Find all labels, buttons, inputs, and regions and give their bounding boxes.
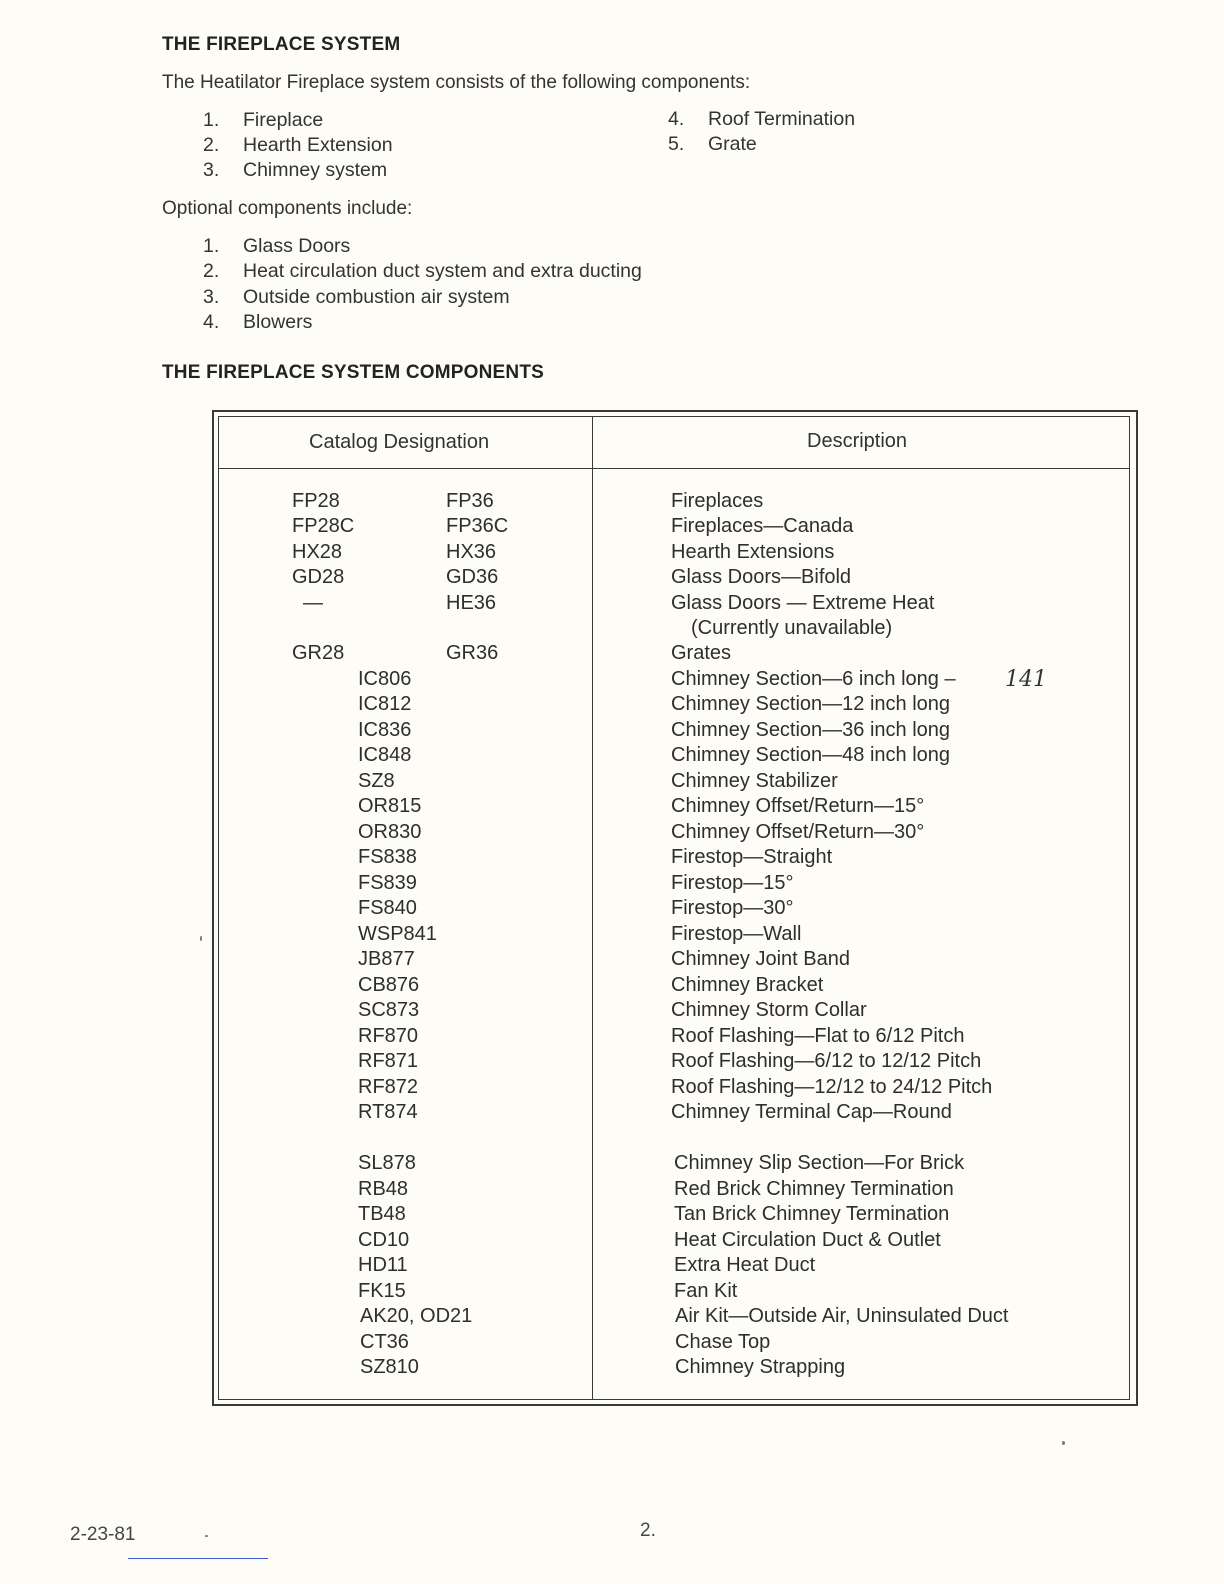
description-cell: Fireplaces (671, 490, 764, 512)
optional-intro: Optional components include: (162, 198, 413, 219)
table-header-divider (218, 468, 1130, 469)
description-cell: Chimney Offset/Return—15° (671, 795, 925, 817)
table-row (0, 515, 1224, 540)
table-row (0, 744, 1224, 769)
catalog-code: AK20, OD21 (360, 1305, 473, 1327)
catalog-code: HE36 (446, 592, 497, 614)
catalog-code: RT874 (358, 1101, 418, 1123)
description-cell: Chase Top (675, 1331, 771, 1353)
table-row (0, 617, 1224, 642)
catalog-code: FS840 (358, 897, 417, 919)
scan-speck (200, 936, 202, 941)
description-cell: Chimney Section—48 inch long (671, 744, 951, 766)
list-item (203, 311, 312, 334)
catalog-code: SL878 (358, 1152, 416, 1174)
footer-rule (128, 1558, 268, 1559)
table-row (0, 846, 1224, 871)
table-row (0, 1025, 1224, 1050)
table-row (0, 821, 1224, 846)
description-cell: Firestop—30° (671, 897, 794, 919)
table-row (0, 693, 1224, 718)
catalog-code: FK15 (358, 1280, 406, 1302)
header-catalog-designation: Catalog Designation (309, 431, 490, 453)
table-row (0, 1356, 1224, 1381)
table-row (0, 999, 1224, 1024)
catalog-code: FS839 (358, 872, 417, 894)
scan-speck (205, 1535, 208, 1537)
list-label: Hearth Extension (243, 134, 393, 156)
catalog-code: JB877 (358, 948, 415, 970)
catalog-code: RF870 (358, 1025, 419, 1047)
table-row (0, 948, 1224, 973)
catalog-code: OR830 (358, 821, 422, 843)
footer-date: 2-23-81 (70, 1524, 136, 1545)
description-cell: Hearth Extensions (671, 541, 835, 563)
list-item (203, 286, 510, 309)
description-cell: Fan Kit (674, 1280, 738, 1302)
catalog-code: FS838 (358, 846, 417, 868)
catalog-code: SZ810 (360, 1356, 419, 1378)
description-cell: Chimney Slip Section—For Brick (674, 1152, 965, 1174)
catalog-code: FP28 (292, 490, 340, 512)
list-number: 4. (668, 108, 685, 130)
list-item (203, 260, 642, 283)
table-row (0, 566, 1224, 591)
list-number: 3. (203, 286, 220, 308)
catalog-code: GR36 (446, 642, 499, 664)
table-row (0, 872, 1224, 897)
table-row (0, 770, 1224, 795)
description-cell: Firestop—Wall (671, 923, 802, 945)
catalog-code: FP36 (446, 490, 494, 512)
list-label: Roof Termination (708, 108, 856, 130)
table-row (0, 974, 1224, 999)
catalog-code: — (303, 592, 323, 614)
description-cell: Red Brick Chimney Termination (674, 1178, 954, 1200)
table-row (0, 897, 1224, 922)
description-cell: Heat Circulation Duct & Outlet (674, 1229, 941, 1251)
catalog-code: CD10 (358, 1229, 410, 1251)
list-label: Glass Doors (243, 235, 351, 257)
table-row (0, 1280, 1224, 1305)
description-cell: Chimney Joint Band (671, 948, 850, 970)
list-number: 2. (203, 260, 220, 282)
list-item (668, 108, 855, 131)
list-label: Chimney system (243, 159, 388, 181)
description-cell: Glass Doors — Extreme Heat (671, 592, 935, 614)
description-cell: Roof Flashing—6/12 to 12/12 Pitch (671, 1050, 982, 1072)
list-label: Fireplace (243, 109, 324, 131)
description-cell: Roof Flashing—Flat to 6/12 Pitch (671, 1025, 965, 1047)
table-row (0, 642, 1224, 667)
catalog-code: CB876 (358, 974, 420, 996)
catalog-code: SC873 (358, 999, 420, 1021)
header-description: Description (807, 430, 908, 452)
catalog-code: IC812 (358, 693, 412, 715)
list-label: Blowers (243, 311, 313, 333)
table-row (0, 1203, 1224, 1228)
description-cell: Air Kit—Outside Air, Uninsulated Duct (675, 1305, 1009, 1327)
list-item (203, 159, 387, 182)
list-number: 2. (203, 134, 220, 156)
list-item (668, 133, 757, 156)
description-cell: Roof Flashing—12/12 to 24/12 Pitch (671, 1076, 993, 1098)
table-row (0, 1050, 1224, 1075)
description-cell: Chimney Storm Collar (671, 999, 867, 1021)
table-row (0, 1331, 1224, 1356)
description-cell: Tan Brick Chimney Termination (674, 1203, 950, 1225)
catalog-code: CT36 (360, 1331, 409, 1353)
catalog-code: GD36 (446, 566, 499, 588)
catalog-code: SZ8 (358, 770, 395, 792)
table-row (0, 1076, 1224, 1101)
section-title-system-components: THE FIREPLACE SYSTEM COMPONENTS (162, 362, 545, 383)
catalog-code: FP28C (292, 515, 355, 537)
table-row (0, 1152, 1224, 1177)
section-title-fireplace-system: THE FIREPLACE SYSTEM (162, 34, 401, 55)
catalog-code: GD28 (292, 566, 345, 588)
catalog-code: IC836 (358, 719, 412, 741)
description-cell: Firestop—Straight (671, 846, 833, 868)
list-number: 4. (203, 311, 220, 333)
description-cell: Chimney Section—36 inch long (671, 719, 951, 741)
catalog-code: IC848 (358, 744, 412, 766)
list-label: Grate (708, 133, 757, 155)
catalog-code: HX36 (446, 541, 497, 563)
description-cell: Glass Doors—Bifold (671, 566, 852, 588)
list-number: 5. (668, 133, 685, 155)
table-row (0, 719, 1224, 744)
catalog-code: IC806 (358, 668, 412, 690)
catalog-code: WSP841 (358, 923, 437, 945)
description-cell: Extra Heat Duct (674, 1254, 816, 1276)
description-cell: Chimney Section—12 inch long (671, 693, 951, 715)
catalog-code: HD11 (358, 1254, 408, 1276)
table-row (0, 1305, 1224, 1330)
description-cell: Chimney Offset/Return—30° (671, 821, 925, 843)
table-row (0, 923, 1224, 948)
table-row (0, 490, 1224, 515)
description-cell: Grates (671, 642, 732, 664)
catalog-code: OR815 (358, 795, 422, 817)
page-number: 2. (640, 1520, 656, 1541)
table-row (0, 541, 1224, 566)
description-cell: Chimney Section—6 inch long – (671, 668, 956, 690)
list-number: 1. (203, 235, 220, 257)
catalog-code: RB48 (358, 1178, 409, 1200)
list-label: Outside combustion air system (243, 286, 510, 308)
catalog-code: RF872 (358, 1076, 419, 1098)
description-cell: Chimney Bracket (671, 974, 824, 996)
list-item (203, 109, 323, 132)
table-row (0, 592, 1224, 617)
scan-speck (1062, 1441, 1065, 1445)
table-row (0, 1178, 1224, 1203)
catalog-code: RF871 (358, 1050, 419, 1072)
list-item (203, 134, 393, 157)
list-label: Heat circulation duct system and extra ducting (243, 260, 642, 282)
description-cell: Firestop—15° (671, 872, 794, 894)
intro-paragraph: The Heatilator Fireplace system consists of the following components: (162, 72, 751, 93)
list-number: 1. (203, 109, 220, 131)
list-item (203, 235, 350, 258)
catalog-code: HX28 (292, 541, 343, 563)
description-cell: (Currently unavailable) (691, 617, 893, 639)
table-row (0, 795, 1224, 820)
catalog-code: TB48 (358, 1203, 406, 1225)
handwritten-note: 141 (1005, 667, 1047, 692)
catalog-code: GR28 (292, 642, 345, 664)
catalog-code: FP36C (446, 515, 509, 537)
description-cell: Chimney Stabilizer (671, 770, 838, 792)
description-cell: Chimney Terminal Cap—Round (671, 1101, 952, 1123)
description-cell: Chimney Strapping (675, 1356, 846, 1378)
description-cell: Fireplaces—Canada (671, 515, 854, 537)
list-number: 3. (203, 159, 220, 181)
table-row (0, 1254, 1224, 1279)
table-row (0, 1229, 1224, 1254)
table-row (0, 1101, 1224, 1126)
